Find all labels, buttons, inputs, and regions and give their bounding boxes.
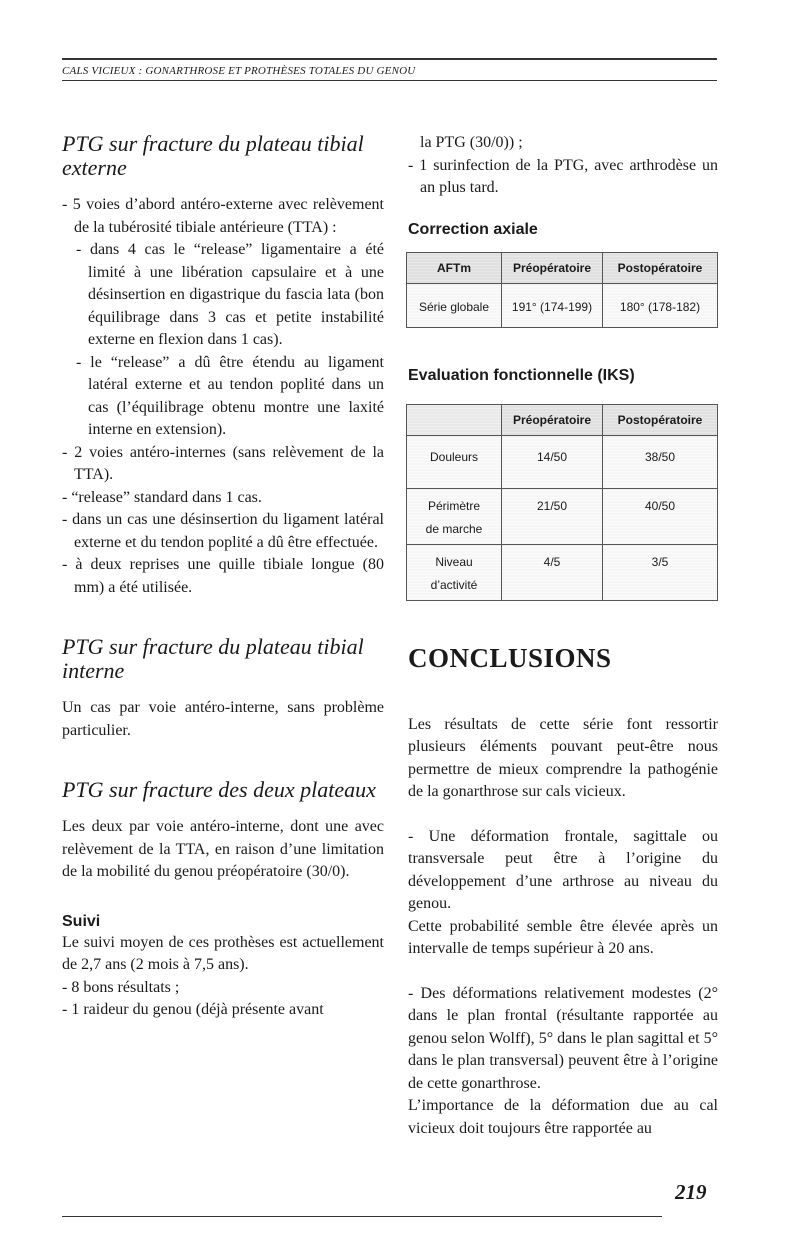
- paragraph: Le suivi moyen de ces prothèses est actuellement de 2,7 ans (2 mois à 7,5 ans).: [62, 933, 384, 973]
- paragraph: - Une déformation frontale, sagittale ou transversale peut être à l’origine du développement d’une arthrose au niveau du genou.: [408, 827, 718, 912]
- table-cell: 191° (174-199): [502, 284, 603, 328]
- table-cell: 40/50: [603, 489, 718, 545]
- bullet: - à deux reprises une quille tibiale longue (80 mm) a été utilisée.: [62, 556, 384, 596]
- bullet: - 2 voies antéro-internes (sans relèvement de la TTA).: [62, 443, 384, 483]
- paragraph: - Des déformations relativement modestes (2° dans le plan frontal (résultante rapportée au genou selon Wolff), 5° dans le plan sagittal et 5° dans le plan transversal) peuvent être à l’origine de cette gonarthrose.: [408, 984, 718, 1092]
- footer-rule: [62, 1216, 662, 1217]
- table-header-row: [407, 252, 718, 284]
- paragraph: Les résultats de cette série font ressortir plusieurs éléments pouvant peut-être nous permettre de mieux comprendre la pathogénie de la gonarthrose sur cals vicieux.: [408, 715, 718, 800]
- sub-bullet: - le “release” a dû être étendu au ligament latéral externe et au tendon poplité dans un cas (l’équilibrage obtenu montre une laxité interne en extension).: [76, 353, 384, 438]
- bullet: - 1 surinfection de la PTG, avec arthrodèse un an plus tard.: [408, 156, 718, 196]
- bullet: - 8 bons résultats ;: [62, 978, 180, 996]
- axial-correction-table: [406, 252, 718, 328]
- table-cell: Douleurs: [407, 436, 502, 489]
- bullet: - 1 raideur du genou (déjà présente avant: [62, 1001, 324, 1018]
- iks-table: [406, 404, 718, 602]
- table-cell: Niveau d’activité: [407, 545, 502, 601]
- right-column: [408, 132, 718, 1140]
- table-cell: 180° (178-182): [603, 284, 718, 328]
- table-row: [407, 284, 718, 328]
- table-header-cell: [407, 404, 502, 436]
- running-title: CALS VICIEUX : GONARTHROSE ET PROTHÈSES TOTALES DU GENOU: [62, 65, 416, 77]
- section-title-external-plateau: PTG sur fracture du plateau tibial externe: [62, 131, 364, 180]
- sub-bullet: - dans 4 cas le “release” ligamentaire a été limité à une libération capsulaire et à une désinsertion en digastrique du fascia lata (bon équilibrage dans 3 cas et petite instabilité externe en flexion dans 1 cas).: [76, 241, 384, 348]
- table-row: [407, 436, 718, 489]
- table-cell: 38/50: [603, 436, 718, 489]
- running-header: [62, 58, 717, 81]
- table-cell: 3/5: [603, 545, 718, 601]
- left-column: [62, 132, 384, 1022]
- paragraph: Les deux par voie antéro-interne, dont une avec relèvement de la TTA, en raison d’une limitation de la mobilité du genou préopératoire (30/0).: [62, 818, 384, 880]
- section-title-both-plateaus: PTG sur fracture des deux plateaux: [62, 777, 376, 802]
- table-header-cell: Postopératoire: [603, 404, 718, 436]
- table-cell: Série globale: [407, 284, 502, 328]
- table-header-cell: Postopératoire: [603, 252, 718, 284]
- subsection-title-iks: Evaluation fonctionnelle (IKS): [408, 366, 635, 384]
- table-row: [407, 489, 718, 545]
- conclusions-title: CONCLUSIONS: [408, 643, 612, 673]
- table-row: [407, 545, 718, 601]
- table-cell: 21/50: [502, 489, 603, 545]
- table-cell: 4/5: [502, 545, 603, 601]
- subsection-title-suivi: Suivi: [62, 912, 101, 930]
- paragraph: L’importance de la déformation due au cal vicieux doit toujours être rapportée au: [408, 1097, 718, 1137]
- table-cell: Périmètre de marche: [407, 489, 502, 545]
- paragraph: Un cas par voie antéro-interne, sans problème particulier.: [62, 699, 384, 739]
- subsection-title-axial: Correction axiale: [408, 220, 538, 238]
- bullet: - “release” standard dans 1 cas.: [62, 488, 262, 506]
- paragraph: la PTG (30/0)) ;: [420, 134, 523, 151]
- paragraph: - 5 voies d’abord antéro-externe avec relèvement de la tubérosité tibiale antérieure (TTA) :: [62, 196, 384, 236]
- table-header-cell: Préopératoire: [502, 404, 603, 436]
- table-header-cell: Préopératoire: [502, 252, 603, 284]
- page-number: 219: [675, 1180, 707, 1204]
- table-header-row: [407, 404, 718, 436]
- table-header-cell: AFTm: [407, 252, 502, 284]
- section-title-internal-plateau: PTG sur fracture du plateau tibial interne: [62, 634, 364, 683]
- bullet: - dans un cas une désinsertion du ligament latéral externe et du tendon poplité a dû être effectuée.: [62, 511, 384, 551]
- table-cell: 14/50: [502, 436, 603, 489]
- paragraph: Cette probabilité semble être élevée après un intervalle de temps supérieur à 20 ans.: [408, 917, 718, 957]
